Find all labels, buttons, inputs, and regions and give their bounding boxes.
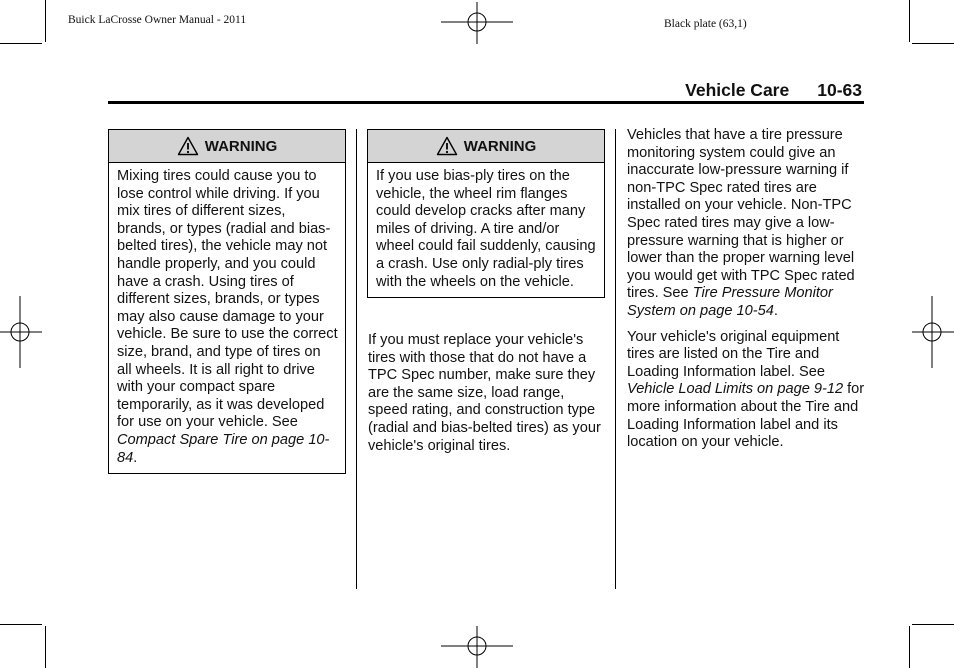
column-divider — [615, 129, 616, 589]
warning-icon — [177, 136, 199, 156]
paragraph-text: If you must replace your vehicle's tires with those that do not have a TPC Spec number, make sure they are the same size, load range, speed rating, and construction type (radial and bias-belted tires) as your vehicle's original tires. — [368, 332, 601, 454]
crop-mark — [0, 624, 42, 625]
plate-label: Black plate (63,1) — [664, 18, 747, 30]
warning-text-end: . — [133, 449, 138, 466]
body-paragraph — [368, 332, 608, 463]
cross-reference-link[interactable]: Compact Spare Tire on page 10-84 — [117, 431, 330, 466]
crop-mark — [45, 0, 46, 42]
cross-reference-link[interactable]: Tire Pressure Monitor System on page 10-54 — [627, 285, 833, 319]
warning-icon — [436, 136, 458, 156]
page-number: 10-63 — [817, 80, 862, 100]
paragraph-text-end: for more information about the Tire and Loading Information label and its location on your vehicle. — [627, 381, 865, 451]
manual-title: Buick LaCrosse Owner Manual - 2011 — [68, 14, 247, 26]
body-paragraph — [627, 127, 867, 321]
header-rule — [108, 101, 864, 104]
crop-mark — [0, 43, 42, 44]
crop-mark — [909, 626, 910, 668]
crop-mark — [909, 0, 910, 42]
warning-box — [367, 129, 605, 298]
registration-mark-icon — [0, 296, 42, 368]
warning-text: If you use bias-ply tires on the vehicle, the wheel rim flanges could develop cracks after many miles of driving. A tire and/or wheel could fail suddenly, causing a crash. Use only radial-ply tires with the wheels on the vehicle. — [376, 168, 596, 290]
paragraph-text: Your vehicle's original equipment tires are listed on the Tire and Loading Information label. See — [627, 328, 840, 380]
paragraph-text-end: . — [773, 302, 778, 319]
section-header — [685, 80, 862, 101]
body-paragraph — [627, 329, 867, 452]
registration-mark-icon — [441, 626, 513, 668]
section-title: Vehicle Care — [685, 80, 790, 100]
warning-box — [108, 129, 346, 474]
warning-label: WARNING — [463, 137, 537, 155]
crop-mark — [912, 43, 954, 44]
body-column — [627, 127, 867, 460]
warning-body — [109, 163, 345, 473]
crop-mark — [912, 624, 954, 625]
crop-mark — [45, 626, 46, 668]
warning-body — [368, 163, 604, 297]
column-divider — [356, 129, 357, 589]
cross-reference-link[interactable]: Vehicle Load Limits on page 9-12 — [627, 381, 844, 398]
registration-mark-icon — [912, 296, 954, 368]
warning-header — [368, 130, 604, 163]
registration-mark-icon — [441, 2, 513, 44]
warning-text: Mixing tires could cause you to lose control while driving. If you mix tires of different sizes, brands, or types (radial and bias-belted tires), the vehicle may not handle properly, and you could have a crash. Using tires of different sizes, brands, or types may also cause damage to your vehicle. Be sure to use the correct size, brand, and type of tires on all wheels. It is all right to drive with your compact spare temporarily, as it was developed for use on your vehicle. See — [117, 168, 338, 431]
paragraph-text: Vehicles that have a tire pressure monitoring system could give an inaccurate low-pressure warning if non-TPC Spec rated tires are installed on your vehicle. Non-TPC Spec rated tires may give a low-pressure warning that is higher or lower than the proper warning level you would get with TPC Spec rated tires. See — [627, 127, 855, 302]
warning-label: WARNING — [204, 137, 278, 155]
warning-header — [109, 130, 345, 163]
